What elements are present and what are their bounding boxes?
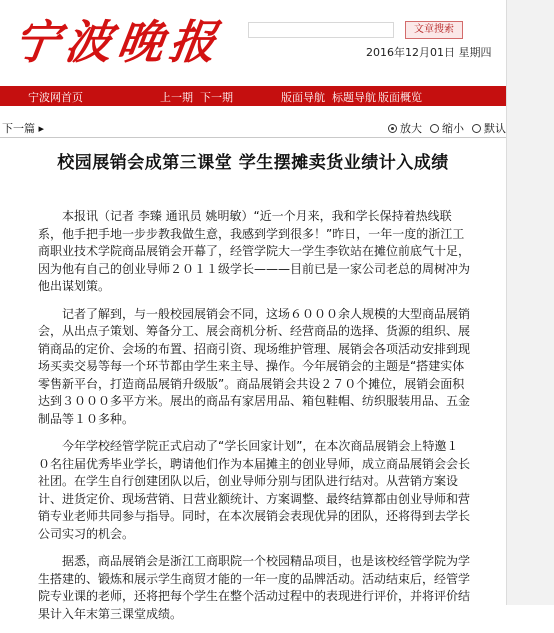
newspaper-logo[interactable]: 宁波晚报 bbox=[9, 15, 226, 69]
nav-prev-issue-link[interactable]: 上一期 bbox=[160, 91, 193, 104]
nav-page-nav-link[interactable]: 版面导航 bbox=[281, 91, 325, 104]
radio-icon bbox=[430, 124, 439, 133]
nav-bar bbox=[0, 86, 506, 106]
zoom-default-label: 默认 bbox=[484, 122, 506, 135]
next-article-link[interactable]: 下一篇 ▸ bbox=[2, 122, 45, 135]
radio-selected-icon bbox=[388, 124, 397, 133]
nav-home-link[interactable]: 宁波网首页 bbox=[28, 91, 83, 104]
page-scrollbar[interactable] bbox=[506, 0, 554, 605]
article-paragraph: 据悉，商品展销会是浙江工商职院一个校园精品项目，也是该校经管学院为学生搭建的、锻炼和展示学生商贸才能的一年一度的品牌活动。活动结束后，经管学院专业课的老师，还将把每个学生在整个活动过程中的表现进行评价，并将评价结果计入年末第三课堂成绩。 bbox=[38, 554, 471, 621]
zoom-in-option[interactable] bbox=[388, 120, 422, 136]
masthead bbox=[0, 0, 506, 88]
issue-date: 2016年12月01日 星期四 bbox=[366, 46, 492, 59]
nav-next-issue-link[interactable]: 下一期 bbox=[200, 91, 233, 104]
search-input[interactable] bbox=[248, 22, 394, 38]
nav-page-overview-link[interactable]: 版面概览 bbox=[378, 91, 422, 104]
article-body bbox=[38, 208, 470, 633]
divider bbox=[0, 137, 506, 138]
article-paragraph: 今年学校经管学院正式启动了“学长回家计划”，在本次商品展销会上特邀１０名往届优秀毕业学长，聘请他们作为本届摊主的创业导师，成立商品展销会会长社团。在学生自行创建团队以后，创业导师分别与团队进行结对。从营销方案设计、进货定价、现场营销、日营业额统计、方案调整、最终结算都由创业导师和营销专业老师共同参与指导。同时，在本次展销会表现优异的团队，还将得到去学长公司实习的机会。 bbox=[38, 439, 471, 541]
zoom-in-label: 放大 bbox=[400, 122, 422, 135]
article-title: 校园展销会成第三课堂 学生摆摊卖货业绩计入成绩 bbox=[57, 153, 449, 173]
article-search-button[interactable]: 文章搜索 bbox=[405, 21, 463, 39]
zoom-out-option[interactable] bbox=[430, 120, 464, 136]
article-toolbar bbox=[0, 118, 506, 134]
article-paragraph: 本报讯（记者 李臻 通讯员 姚明敏）“近一个月来，我和学长保持着热线联系，他手把手地一步步教我做生意，我感到学到很多！”昨日，一年一度的浙江工商职业技术学院商品展销会开幕了，经管学院大一学生李钦站在摊位前底气十足，因为他有自己的创业导师２０１１级学长———目前已是一家公司老总的周树冲为他出谋划策。 bbox=[38, 209, 471, 293]
radio-icon bbox=[472, 124, 481, 133]
article-paragraph: 记者了解到，与一般校园展销会不同，这场６０００余人规模的大型商品展销会，从出点子策划、筹备分工、展会商机分析、经营商品的选择、货源的组织、展销商品的定价、会场的布置、招商引资、现场维护管理、展销会各项活动安排到现场买卖交易等每一个环节都由学生来主导、操作。今年展销会的主题是“搭建实体零售新平台，打造商品展销升级版”。商品展销会共设２７０个摊位，展销会面积达到３０００多平方米。展出的商品有家居用品、箱包鞋帽、纺织服装用品、五金制品等１０多种。 bbox=[38, 306, 471, 426]
zoom-out-label: 缩小 bbox=[442, 122, 464, 135]
zoom-default-option[interactable] bbox=[472, 120, 506, 136]
nav-title-nav-link[interactable]: 标题导航 bbox=[332, 91, 376, 104]
